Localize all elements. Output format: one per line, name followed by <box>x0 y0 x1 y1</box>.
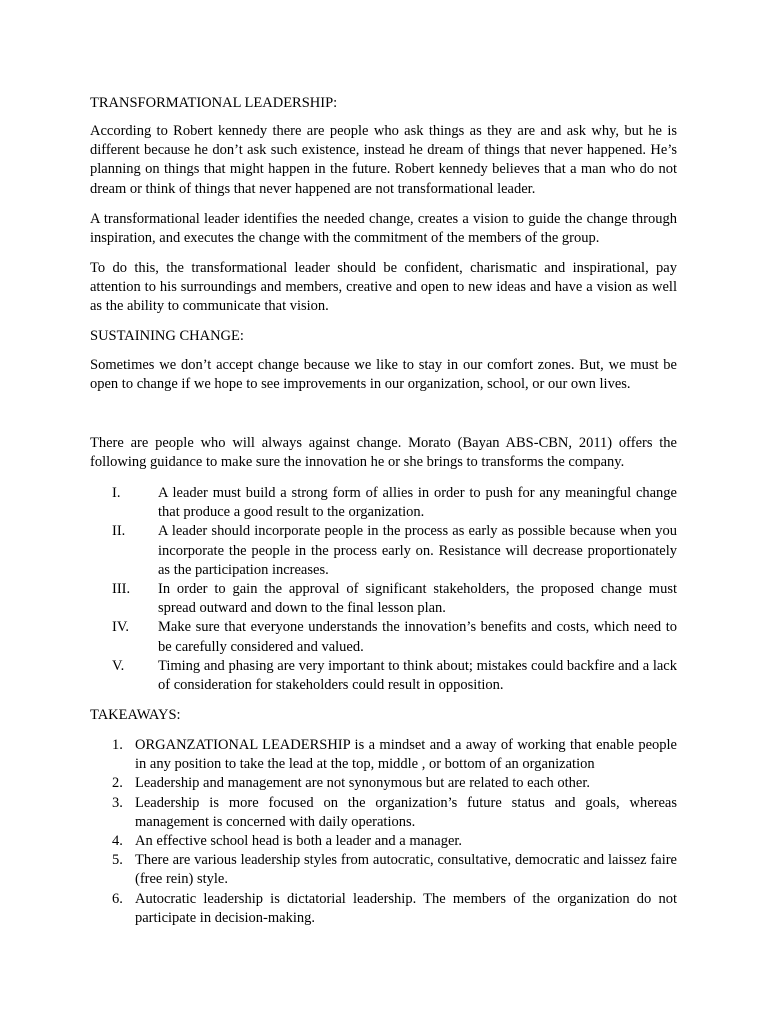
heading-sustaining-change: SUSTAINING CHANGE: <box>90 328 244 344</box>
list-item <box>112 794 677 832</box>
list-item <box>112 657 677 695</box>
paragraph-against-change: There are people who will always against change. Morato (Bayan ABS-CBN, 2011) offers the following guidance to make sure the innovation he or she brings to transforms the company. <box>90 435 677 471</box>
list-item <box>112 580 677 618</box>
list-item-text: A leader should incorporate people in the process as early as possible because when you incorporate the people in the process early on. Resistance will decrease proportionately as the participation increases. <box>158 523 677 578</box>
list-item <box>112 890 677 928</box>
guidance-list <box>112 484 677 695</box>
paragraph-comfort-zones: Sometimes we don’t accept change because we like to stay in our comfort zones. But, we must be open to change if we hope to see improvements in our organization, school, or our own lives. <box>90 357 677 393</box>
list-marker: IV. <box>112 619 130 636</box>
list-marker: III. <box>112 581 131 598</box>
list-marker: I. <box>112 485 121 501</box>
list-item-text: Autocratic leadership is dictatorial leadership. The members of the organization do not participate in decision-making. <box>135 890 677 926</box>
list-item <box>112 736 677 774</box>
list-marker: II. <box>112 523 126 540</box>
list-marker: 2. <box>112 775 123 792</box>
list-marker: 4. <box>112 833 123 850</box>
paragraph-transformational-leader: A transformational leader identifies the needed change, creates a vision to guide the change through inspiration, and executes the change with the commitment of the members of the group. <box>90 211 677 247</box>
list-item-text: ORGANZATIONAL LEADERSHIP is a mindset and a away of working that enable people in any position to take the lead at the top, middle , or bottom of an organization <box>135 737 677 773</box>
heading-transformational-leadership: TRANSFORMATIONAL LEADERSHIP: <box>90 95 338 111</box>
paragraph-robert-kennedy: According to Robert kennedy there are people who ask things as they are and ask why, but he is different because he don’t ask such existence, instead he dream of things that never happened. He’s planning on things that might happen in the future. Robert kennedy believes that a man who do not dream or think of things that never happened are not transformational leader. <box>90 123 677 197</box>
list-item-text: In order to gain the approval of significant stakeholders, the proposed change must spread outward and down to the final lesson plan. <box>158 581 677 617</box>
list-marker: 1. <box>112 737 123 753</box>
list-marker: 5. <box>112 852 123 869</box>
list-item <box>112 851 677 889</box>
list-item-text: Leadership is more focused on the organization’s future status and goals, whereas management is concerned with daily operations. <box>135 794 677 830</box>
list-marker: 6. <box>112 890 123 907</box>
list-item <box>112 774 677 793</box>
list-item-text: Leadership and management are not synonymous but are related to each other. <box>135 775 590 792</box>
list-item-text: Make sure that everyone understands the innovation’s benefits and costs, which need to be carefully considered and valued. <box>158 619 677 655</box>
list-item <box>112 618 677 656</box>
paragraph-to-do-this: To do this, the transformational leader should be confident, charismatic and inspirational, pay attention to his surroundings and members, creative and open to new ideas and have a vision as well as the ability to communicate that vision. <box>90 260 677 315</box>
list-item-text: There are various leadership styles from autocratic, consultative, democratic and laissez faire (free rein) style. <box>135 852 677 888</box>
list-marker: V. <box>112 657 125 674</box>
list-item-text: A leader must build a strong form of allies in order to push for any meaningful change that produce a good result to the organization. <box>158 485 677 521</box>
list-marker: 3. <box>112 794 123 811</box>
takeaways-list <box>112 736 677 928</box>
list-item <box>112 484 677 522</box>
heading-takeaways: TAKEAWAYS: <box>90 707 181 723</box>
list-item <box>112 832 677 851</box>
list-item-text: Timing and phasing are very important to think about; mistakes could backfire and a lack of consideration for stakeholders could result in opposition. <box>158 657 677 694</box>
list-item <box>112 522 677 580</box>
list-item-text: An effective school head is both a leader and a manager. <box>135 833 463 850</box>
